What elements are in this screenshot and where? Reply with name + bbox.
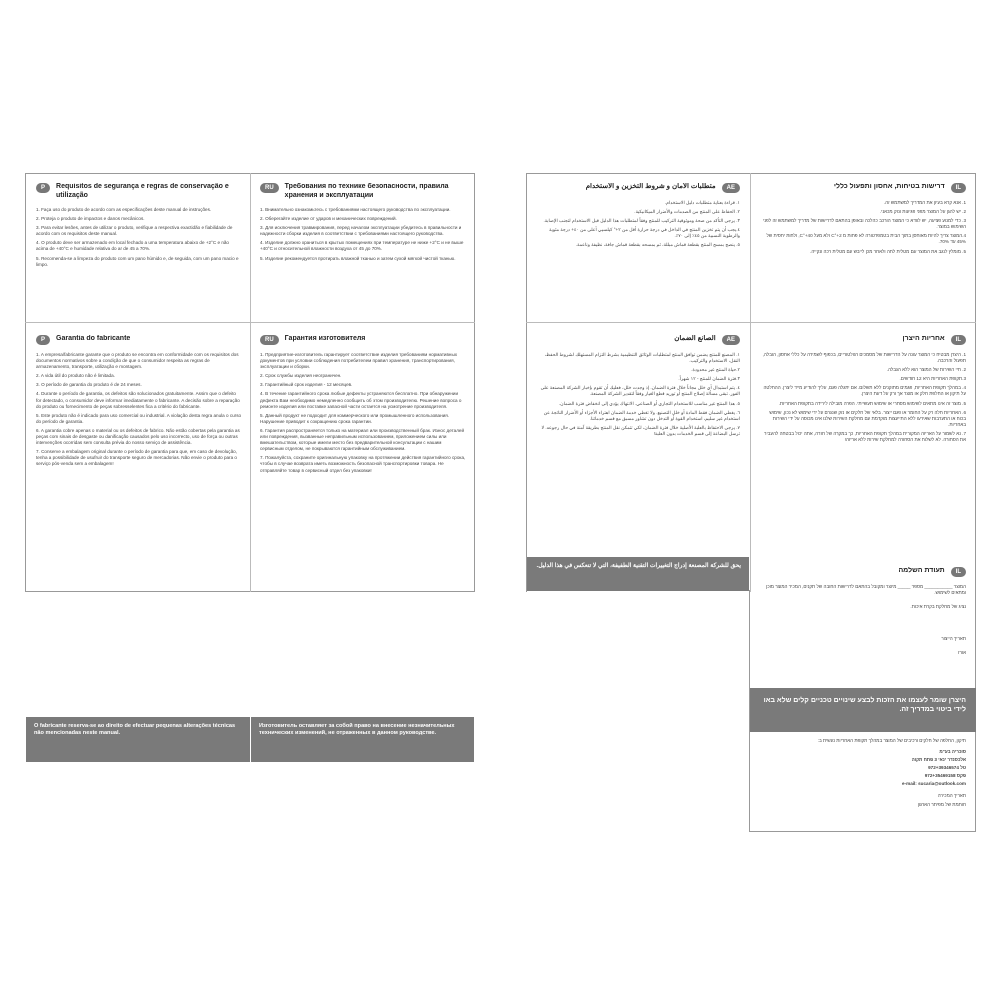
paragraph: 3. O período de garantia do produto é de 24 meses. [36,382,142,388]
paragraph: 2. חיי השירות של המוצר הוא ללא הגבלה. [886,367,966,373]
paragraph: ١. المصنع للمنتج يضمن توافق المنتج لمتطلبات الوثائق التنظيمية بشرط التزام المستهلك لشروط الحفظ، النقل، الاستخدام والتركيب. [544,352,740,364]
paragraph: 1. Предприятие-изготовитель гарантирует соответствие изделия требованиям нормативных документов при условии соблюдения потребителем правил хранения, транспортирования, эксплуатации и сборки. [260,352,458,370]
certificate-line: נציג של מחלקת בקרת איכות. [910,604,966,610]
language-badge-ru: RU [260,183,279,193]
sale-date-line: תאריך המכירה [937,792,966,798]
section-title: Гарантия изготовителя [284,335,366,342]
ae-warranty-section [530,335,746,553]
section-title: Garantia do fabricante [56,335,131,342]
section-title: תעודת השלמה [898,567,945,574]
paragraph: 6. A garantia cobre apenas o material ou os defeitos de fabrico. Não estão cobertas pela garantia as peças com sinais de desgaste ou danificação causados pelo uso incorrecto, uso de força ou outras intervenções ocorridas sem consulta prévia do nosso serviço de assistência. [36,427,240,446]
paragraph: 4. במהלך תקופת האחריות, פגמים מתוקנים ללא תשלום. אם יתגלה פגם, עליך להודיע מייד ליצרן. ההחלטה על תיקון או החלפת חלק או מוצר אך ורק על דעת היצרן. [763,385,966,397]
contact-line: תיקון, החלפה של חלקים ורכיבים של המוצר במהלך תקופת האחריות נעשית ב: [817,738,966,743]
paragraph: 7. Пожалуйста, сохраните оригинальную упаковку на протяжении действия гарантийного срока, чтобы в случае возврата иметь возможность безопасной транспортировки товара. Не отправляйте товар в сервисный отдел без упаковки! [260,455,466,473]
paragraph: 1. Faça uso do produto de acordo com as especificações deste manual de instruções. [36,207,212,212]
certificate-line: תאריך הייצור [941,636,966,642]
paragraph: 3. כדי למנוע פציעה, יש לוודא כי המוצר הורכב כהלכה ובאופן בהתאם לדרישות של מדריך למשתמש זה לפני השימוש במוצר. [763,218,966,230]
section-paragraphs [260,207,466,262]
pt-notice-band: O fabricante reserva-se ao direito de efectuar pequenas alterações técnicas não mencionadas neste manual. [26,717,250,762]
company-phone: טל 972+39346574 [928,765,966,771]
section-paragraphs [536,200,740,249]
paragraph: 6. האחריות חלה רק על החומר או פגם ייצור. בלאי של חלקים או נזק שנגרם על ידי שימוש לא נכון, שימוש בכוח או התערבות שאירעו ללא התייעצות מוקדמת עם מחלקת השירות שלנו אינו מכוסה על ידי השירות באחריות. [769,409,966,427]
paragraph: ٢.حياة المنتج غير محدودة. [691,367,740,373]
company-name: סוכריה בע"מ [939,749,966,755]
ru-warranty-section [254,335,472,713]
left-page-row-divider [25,322,475,323]
section-title: אחריות היצרן [902,335,945,342]
section-paragraphs [36,207,242,268]
paragraph: 4. Изделие должно храниться в крытых помещениях при температуре не ниже +2°C и не выше +40°C и относительной влажности воздуха от 45 до 70%. [260,240,464,252]
paragraph: 7. נא לשמור על האריזה המקורית במהלך תקופת האחריות, כך במקרה של חזרה, אתה יכול בבטחה להעביר את הסחורה. לא לשלוח את הסחורה למחלקת שירות ללא אריזה! [764,430,966,443]
left-page-column-divider [250,173,251,592]
paragraph: ١. قراءة بعناية متطلبات دليل الاستخدام. [664,200,740,205]
pt-warranty-section [30,335,248,713]
paragraph: 6. Гарантия распространяется только на материал или производственный брак. Износ деталей или повреждения, вызванные неправильным использованием, приложением силы или вмешательством, которые имели место без предварительной консультации с нашим сервисным отделом, не покрываются гарантийным обслуживанием. [260,427,465,452]
language-badge-ae: AE [722,183,740,193]
paragraph: 5. Данный продукт не подходит для коммерческого или промышленного использования. Нарушение приводит к сокращению срока гарантии. [260,412,449,424]
paragraph: 4. В течение гарантийного срока любые дефекты устраняются бесплатно. При обнаружении дефекта Вам необходимо немедленно сообщить об этом производителю. Решение вопроса о ремонте изделия или поставке запасной части остается на усмотрение производителя. [260,391,462,409]
paragraph: ٣. يرجى التأكد من صحة وموثوقية التركيب للمنتج وفقاً لمتطلبات هذا الدليل قبل الاستخدام لتجنب الإصابة. [543,218,740,224]
paragraph: ٧. يرجى الاحتفاظ بالعلبة الأصلية خلال فترة الضمان، لكي تتمكن نقل المنتج بطريقة آمنة في حال رجوعه. لا ترسل البضاعة إلى قسم الخدمات بدون العلبة! [541,424,740,436]
paragraph: 5. מוצר זה אינו מתאים לשימוש מסחרי או שימוש תעשייתי. הפרה מובילה לירידה בתקופת האחריות. [778,400,966,406]
paragraph: ٤.يجب أن يتم تخزين المنتج في الداخل في درجة حرارة أقل من ٢+° كيلسيي أعلى من ٤٠+ درجة مئوية والرطوبة النسبية من ٤٥٪ إلى ٧٠٪. [549,227,740,239]
paragraph: 3.תקופת האחריות היא 12 חודשים. [899,376,966,382]
right-page-row-divider [526,322,976,323]
section-paragraphs [36,352,242,468]
paragraph: 5. Este produto não é indicado para uso comercial ou industrial. A violação desta regra anula o curso do período de garantia. [36,412,242,424]
paragraph: ٣.فترة الضمان للمنتج - ١٢ شهراً. [678,376,740,382]
paragraph: 2. Оберегайте изделие от ударов и механических повреждений. [260,216,397,222]
section-title: متطلبات الأمان و شروط التخزين و الاستخدام [585,183,716,190]
paragraph: 2. יש להגן על המוצר מפני פגיעות ונזק מכאני. [879,209,966,215]
section-paragraphs [536,352,740,437]
section-paragraphs [760,352,966,443]
paragraph: 2. Proteja o produto de impactos e danos mecânicos. [36,216,145,222]
paragraph: ٦. يغطي الضمان فقط المادة أو خلل التصنيع. ولا تغطي خدمة الضمان اهتراء الأجزاء أو الأضرار الناتجة عن استخدام غير سليم، استخدام القوة أو التدخل دون تشاور مسبق مع قسم خدماتنا. [543,409,740,421]
paragraph: 5. Recomenda-se a limpeza do produto com um pano húmido e, de seguida, com um pano macio e limpo. [36,255,239,267]
section-paragraphs [760,200,966,255]
section-title: الصانع الضمان [674,335,716,342]
he-service-contact [754,738,972,828]
language-badge-pt: P [36,183,50,193]
language-badge-pt: P [36,335,50,345]
section-title: Requisitos de segurança e regras de conservação e utilização [56,183,229,199]
paragraph: 7. Conserve a embalagem original durante o período de garantia para que, em caso de devolução, tenha a possibilidade de usufruir do transporte seguro de mercadorias. Não envie o produto para o serviço pós-venda sem a embalagem! [36,449,237,467]
section-title: דרישות בטיחות, אחסון ותפעול כללי [833,183,945,190]
ae-safety-section [530,183,746,319]
certificate-line: המוצר ___________ מספר _____ מיוצר ומקובל בהתאם לדרישות החובה של תקנים, המכיר המוצר מוכן ומתאים לשימוש. [766,584,966,596]
he-warranty-section [754,335,972,553]
ru-safety-section [254,183,472,319]
paragraph: 2. A vida útil do produto não é limitada. [36,373,115,379]
paragraph: 5. מומלץ לנגב את המוצר עם מטלית לחה ולאחר מכן לייבש עם מטלית רכה ונקייה. [810,248,966,254]
paragraph: ٥. ينصح بمسح المنتج بقطعة قماش مبللة، ثم بمسحه بقطعة قماش جافة، نظيفة وناعمة. [575,242,740,248]
section-paragraphs [260,352,466,474]
paragraph: 1. A empresa/fabricante garante que o produto se encontra em conformidade com os requisitos dos documentos normativos sobre a condição de que o consumidor respeita as regras de armazenamento, transporte, utilização e montagem. [36,352,239,370]
pt-safety-section [30,183,248,319]
he-certificate-section [754,567,972,685]
language-badge-il: IL [951,183,966,193]
he-notice-band: היצרן שומר לעצמו את הזכות לבצע שינויים טכניים קלים שלא באו לידי ביטוי במדריך זה. [750,688,976,732]
ae-notice-band: يحق للشركة المصنعة إدراج التغييرات التقنية الطفيفة، التي لا تنعكس في هذا الدليل. [527,557,749,591]
certificate-line: אורז [957,650,966,656]
ru-notice-band: Изготовитель оставляет за собой право на внесение незначительных технических изменений, не отраженных в данном руководстве. [251,717,474,762]
paragraph: 3. Para evitar lesões, antes de utilizar o produto, verifique a respectiva exactidão e fiabilidade de acordo com os requisitos deste manual. [36,225,233,237]
company-email: e-mail: sucaria@outlook.com [902,781,966,787]
section-title: Требования по технике безопасности, правила хранения и эксплуатации [284,183,449,199]
company-address: אלכסנדר ינאי 3 פתח תקוה [911,757,966,763]
language-badge-ae: AE [722,335,740,345]
paragraph: 1. היצרן מבטיח כי המוצר עונה על הדרישות של מסמכים רגולטוריים, בכפוף לשמירה על כללי אחסון, הובלה, תפעול והרכבה. [762,352,966,364]
language-badge-il: IL [951,567,966,577]
paragraph: ٢. الحفاظ على المنتج من الصدمات والأضرار الميكانيكية. [634,209,740,215]
company-fax: פקס 972+35469158 [924,773,966,779]
paragraph: 3. Гарантийный срок изделия - 12 месяцев. [260,382,353,388]
language-badge-ru: RU [260,335,279,345]
certificate-lines [760,584,966,656]
paragraph: 4. O produto deve ser armazenado em local fechado a uma temperatura abaixo de +2°C e não acima de +40°C e humidade relativa do ar de 45 a 70%. [36,240,229,252]
paragraph: 2. Срок службы изделия неограничен. [260,373,342,379]
right-page-column-divider [750,173,751,592]
paragraph: 4.המוצר צריך להיות מאוחסן בתוך הבית בטמפרטורה לא פחות מ 2+°C ולא מעל 40+°C, ולחות יחסית של 45% עד 70%. [766,233,966,245]
he-safety-section [754,183,972,319]
paragraph: ٥. هذا المنتج غير مناسب للاستخدام التجاري أو الصناعي. الانتهاك يؤدي إلى انخفاض فترة الضمان. [559,400,740,406]
paragraph: 1. Внимательно ознакомьтесь с требованиями настоящего руководства по эксплуатации. [260,207,451,212]
paragraph: ٤. يتم استبدال أي خلل مجاناً خلال فترة الضمان. إذ وجدت خلل، فعليك أن تقوم بإخبار الشركة المصنعة على الفور. تبقى مسألة إصلاح المنتج أو توريد قطع الغيار وفقاً لتقدير الشركة المصنعة. [540,385,740,397]
paragraph: 5. Изделие рекомендуется протирать влажной тканью и затем сухой мягкой чистой тканью. [260,255,456,261]
language-badge-il: IL [951,335,966,345]
paragraph: 4. Durante o período de garantia, os defeitos são solucionados gratuitamente. Assim que o defeito for detectado, o consumidor deve informar imediatamente o fabricante. A decisão sobre a reparação do produto ou fornecimento de peças sobresselentes fica a critério do fabricante. [36,391,240,409]
paragraph: 3. Для исключения травмирования, перед началом эксплуатации убедитесь в правильности и надежности сборки изделия в соответствии с требованиями настоящего руководства. [260,225,462,237]
paragraph: 1. אנא קרא בעיון את המדריך למשתמש זה. [884,200,966,205]
seller-stamp-line: חותמת של מפיתר הארגון [917,801,966,807]
